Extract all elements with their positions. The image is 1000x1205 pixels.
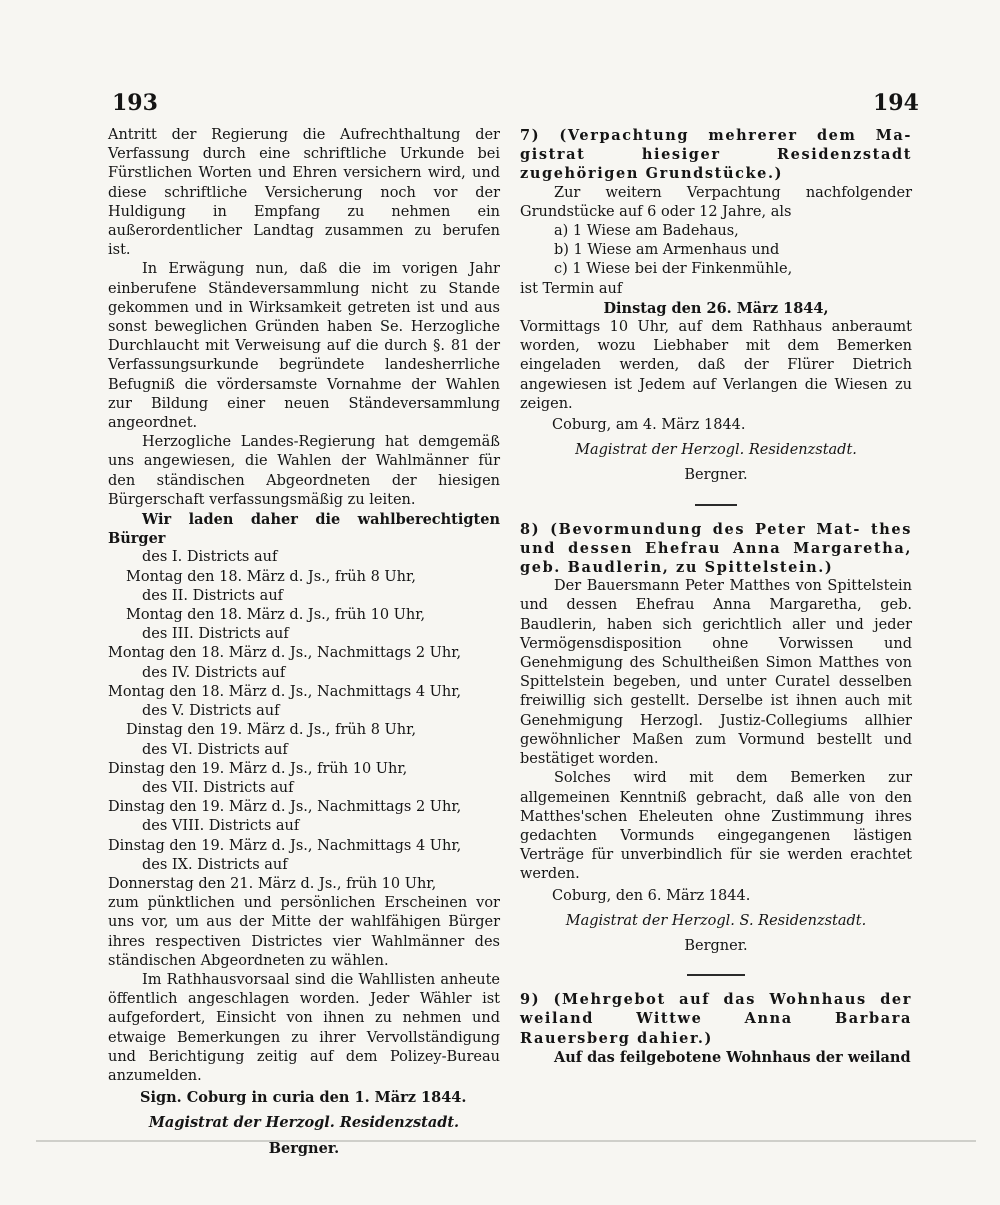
schedule-district: des IV. Districts auf [142,664,286,681]
parcel-list [520,222,912,280]
signature-name: Bergner. [684,467,748,484]
election-schedule [108,548,500,894]
schedule-district: des VIII. Districts auf [142,818,300,835]
schedule-time: Montag den 18. März d. Js., Nachmittags 4 Uhr, [108,683,462,700]
left-column [108,126,500,1158]
signature-place-date: Coburg, den 6. März 1844. [552,887,751,904]
notice-8 [520,520,912,956]
notice-body: Auf das feilgebotene Wohnhaus der weiland [554,1048,911,1066]
notice-heading [520,126,912,184]
notice-heading-line: gistrat hiesiger Residenzstadt zugehörigen Grundstücke.) [520,146,912,183]
paragraph-accession: Antritt der Regierung die Aufrechthaltung der Verfassung durch eine schriftliche Urkunde bei Fürstlichen Worten und Ehren versichern wird, und diese schriftliche Versicherung noch vor der Huldigung in Empfang zu nehmen ein außerordentlicher Landtag zusammen zu berufen ist. [108,127,500,259]
paragraph-consideration: In Erwägung nun, daß die im vorigen Jahr einberufene Ständeversammlung nicht zu Stande gekommen und in Wirksamkeit getreten ist und aus sonst beweglichen Gründen haben Se. Herzogliche Durchlaucht mit Verweisung auf die durch §. 81 der Verfassungsurkunde begründete landesherrliche Befugniß die vördersamste Vornahme der Wahlen zur Bildung einer neuen Ständeversammlung angeordnet. [108,261,500,432]
page-number-left: 193 [112,90,158,116]
notice-heading-line: 8) (Bevormundung des Peter Mat- [520,520,861,538]
paragraph-voter-lists: Im Rathhausvorsaal sind die Wahllisten anheute öffentlich angeschlagen worden. Jeder Wähler ist aufgefordert, Einsicht von ihnen zu nehmen und etwaige Bemerkungen zu ihrer Vervollständigung und Berichtigung zeitig auf dem Polizey-Bureau anzumelden. [108,971,500,1084]
notice-heading-line: thes und dessen Ehefrau Anna Margaretha, geb. Baudlerin, zu Spittelstein.) [520,520,912,577]
schedule-time: Dinstag den 19. März d. Js., früh 8 Uhr, [126,722,417,739]
schedule-district: des III. Districts auf [142,626,289,643]
parcel-item: b) 1 Wiese am Armenhaus und [554,242,780,259]
notice-heading-line: 7) (Verpachtung mehrerer dem Ma- [520,127,912,144]
signature-place-date: Sign. Coburg in curia den 1. März 1844. [140,1089,467,1107]
notice-heading [520,520,912,578]
paragraph-government-instruction: Herzogliche Landes-Regierung hat demgemäß uns angewiesen, die Wahlen der Wahlmänner für den ständischen Abgeordneten der hiesigen Bürgerschaft verfassungsmäßig zu leiten. [108,434,500,508]
paragraph-invitation-outro: zum pünktlichen und persönlichen Erscheinen vor uns vor, um aus der Mitte der wahlfähigen Bürger ihres respectiven Districtes vier Wahlmänner des ständischen Abgeordneten zu wählen. [108,895,500,969]
parcel-item: a) 1 Wiese am Badehaus, [554,223,739,240]
schedule-time: Dinstag den 19. März d. Js., früh 10 Uhr, [108,760,408,777]
schedule-district: des II. Districts auf [142,587,284,604]
notice-paragraph: Solches wird mit dem Bemerken zur allgemeinen Kenntniß gebracht, daß alle von den Matthes'schen Eheleuten ohne Zustimmung ihres gedachten Vormunds eingegangenen lästigen Verträge für unverbindlich für sie werden erachtet werden. [520,770,912,883]
section-separator [695,504,737,506]
termin-line: ist Termin auf [520,280,623,297]
right-column [520,126,912,1067]
notice-intro: Zur weitern Verpachtung nachfolgender Grundstücke auf 6 oder 12 Jahre, als [520,184,912,220]
schedule-time: Dinstag den 19. März d. Js., Nachmittags 2 Uhr, [108,799,462,816]
termin-date: Dinstag den 26. März 1844, [603,299,829,317]
schedule-time: Montag den 18. März d. Js., früh 8 Uhr, [126,568,416,585]
parcel-item: c) 1 Wiese bei der Finkenmühle, [554,261,793,278]
schedule-time: Montag den 18. März d. Js., Nachmittags 2 Uhr, [108,645,462,662]
schedule-district: des VI. Districts auf [142,741,288,758]
section-separator [687,974,745,976]
notice-heading-line: 9) (Mehrgebot auf das Wohnhaus [520,991,867,1009]
notice-body: Vormittags 10 Uhr, auf dem Rathhaus anberaumt worden, wozu Liebhaber mit dem Bemerken eingeladen werden, daß der Flürer Dietrich angewiesen ist Jedem auf Verlangen die Wiesen zu zeigen. [520,319,912,412]
schedule-district: des IX. Districts auf [142,856,288,873]
signature-name: Bergner. [684,937,748,954]
notice-heading [520,990,912,1048]
schedule-district: des I. Districts auf [142,549,278,566]
notice-7 [520,126,912,486]
signature-authority: Magistrat der Herzogl. S. Residenzstadt. [565,912,867,929]
notice-heading-line: der weiland Wittwe Anna Barbara Rauersberg dahier.) [520,991,912,1047]
schedule-district: des VII. Districts auf [142,779,294,796]
signature-authority: Magistrat der Herzogl. Residenzstadt. [575,442,857,459]
paragraph-invitation-intro: Wir laden daher die wahlberechtigten Bürger [108,511,500,548]
schedule-time: Donnerstag den 21. März d. Js., früh 10 Uhr, [108,875,437,892]
signature-place-date: Coburg, am 4. März 1844. [552,417,746,434]
signature-authority: Magistrat der Herzogl. Residenzstadt. [148,1114,460,1132]
schedule-district: des V. Districts auf [142,703,280,720]
schedule-time: Dinstag den 19. März d. Js., Nachmittags 4 Uhr, [108,837,462,854]
notice-paragraph: Der Bauersmann Peter Matthes von Spittelstein und dessen Ehefrau Anna Margaretha, geb. Baudlerin, haben sich gerichtlich aller und jeder Vermögensdisposition ohne Vorwissen und Genehmigung des Schultheißen Simon Matthes von Spittelstein begeben, und unter Curatel desselben freiwillig sich gestellt. Derselbe ist ihnen auch mit Genehmigung Herzogl. Justiz-Collegiums allhier gewöhnlicher Maßen zum Vormund bestellt und bestätiget worden. [520,578,912,768]
signature-name: Bergner. [268,1139,340,1157]
page-number-right: 194 [873,90,919,116]
schedule-time: Montag den 18. März d. Js., früh 10 Uhr, [126,607,426,624]
notice-9 [520,990,912,1067]
